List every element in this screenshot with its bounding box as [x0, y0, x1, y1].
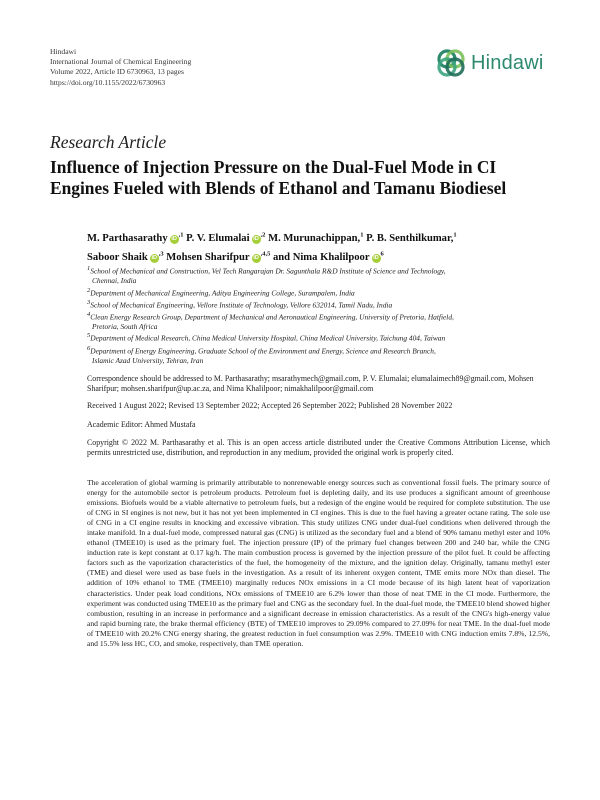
author[interactable]: P. B. Senthilkumar,$^1$: [366, 231, 457, 244]
paper-title: Influence of Injection Pressure on the Dual-Fuel Mode in CI Engines Fueled with Blends of Ethanol and Tamanu Biodiesel: [50, 157, 507, 198]
academic-editor: Academic Editor: Ahmed Mustafa: [87, 420, 196, 429]
affiliation: $^2$Department of Mechanical Engineering, Aditya Engineering College, Surampalem, India: [87, 286, 355, 298]
affiliation-list: [87, 264, 552, 365]
author[interactable]: and Nima Khalilpoor $iD^6$: [272, 250, 384, 264]
volume-info: Volume 2022, Article ID 6730963, 13 pages: [50, 67, 184, 77]
doi-link[interactable]: https://doi.org/10.1155/2022/6730963: [50, 77, 166, 87]
orcid-icon[interactable]: iD: [151, 255, 157, 262]
abstract: The acceleration of global warming is primarily attributable to nonrenewable energy sources such as conventional fossil fuels. The primary source of energy for the automobile sector is petroleum products. Petroleum fuel is depleting daily, and its use produces a significant amount of greenhouse emissions. Biofuels would be a viable alternative to petroleum fuels, but a redesign of the engine would be required for complete substitution. The use of CNG in SI engines is not new, but it has not yet been implemented in CI engines. This is due to the fuel having a greater octane rating. The sole use of CNG in a CI engine results in knocking and excessive vibration. This study utilizes CNG under dual-fuel conditions when delivered through the intake manifold. In a dual-fuel mode, compressed natural gas (CNG) is utilized as the secondary fuel and a blend of 90% tamanu methyl ester and 10% ethanol (TMEE10) is used as the primary fuel. The injection pressure (IP) of the primary fuel changes between 200 and 240 bar, while the CNG induction rate is kept constant at 0.17 kg/h. The main combustion process is governed by the injection pressure of the pilot fuel. It could be affecting factors such as the vaporization characteristics of the fuel, the homogeneity of the mixture, and the ignition delay. Originally, tamanu methyl ester (TME) and diesel were used as base fuels in the investigation. As a result of its inherent oxygen content, TME emits more NOx than diesel. The addition of 10% ethanol to TME (TMEE10) marginally reduces NOx emissions in a CI mode because of its high latent heat of vaporization characteristics. Under peak load conditions, NOx emissions of TMEE10 are 6.2% lower than those of neat TME in the CI mode. Furthermore, the experiment was conducted using TMEE10 as the primary fuel and CNG as the secondary fuel. In the dual-fuel mode, the TMEE10 blend showed higher combustion, resulting in an increase in performance and a significant decrease in emission characteristics. As a result of the CNG's high-energy value and rapid burning rate, the brake thermal efficiency (BTE) of TMEE10 improves to 29.09% compared to 27.09% for neat TME. In the dual-fuel mode of TMEE10 with 20.2% CNG energy sharing, the greatest reduction in fuel consumption was 2.9%. TMEE10 with CNG induction emits 7.8%, 12.5%, and 15.5% less HC, CO, and smoke, respectively, than TME operation.: [87, 478, 550, 648]
copyright-notice: Copyright © 2022 M. Parthasarathy et al. This is an open access article distributed under the Creative Commons Attribution License, which permits unrestricted use, distribution, and reproduction in any medium, provided the original work is properly cited.: [87, 438, 550, 458]
affiliation: $^5$Department of Medical Research, China Medical University Hospital, China Medical University, Taichung 404, Taiwan: [87, 332, 446, 343]
journal-name: International Journal of Chemical Engineering: [50, 57, 192, 67]
correspondence: Correspondence should be addressed to M. Parthasarathy; msarathymech@gmail.com, P. V. Elumalai; elumalaimech89@gmail.com, Mohsen Sharifpur; mohsen.sharifpur@up.ac.za, and Nima Khalilpoor; nimakhalilpoor@gmail.com: [87, 374, 534, 394]
affiliation: $^1$School of Mechanical and Construction, Vel Tech Rangarajan Dr. Sagunthala R&D Institute of Science and Technology, Chennai, India: [87, 265, 446, 286]
logo-text: Hindawi: [471, 51, 544, 74]
author[interactable]: P. V. Elumalai $iD^{,2}$: [186, 231, 266, 244]
hindawi-logo[interactable]: [436, 48, 544, 78]
publication-dates: Received 1 August 2022; Revised 13 September 2022; Accepted 26 September 2022; Published 28 November 2022: [87, 401, 453, 410]
article-type: Research Article: [50, 132, 167, 152]
publisher-name: Hindawi: [50, 47, 77, 56]
affiliation: $^3$School of Mechanical Engineering, Vellore Institute of Technology, Vellore 632014, Tamil Nadu, India: [87, 298, 393, 310]
orcid-icon[interactable]: iD: [171, 235, 177, 242]
orcid-icon[interactable]: iD: [253, 235, 259, 242]
author[interactable]: Mohsen Sharifpur $iD^{,4,5}$: [166, 250, 271, 264]
author[interactable]: M. Murunachippan,$^1$: [268, 231, 364, 244]
affiliation: $^4$Clean Energy Research Group, Department of Mechanical and Aeronautical Engineering, University of Pretoria, Hatfield, Pretoria, South Africa: [87, 310, 454, 331]
affiliation: $^6$Department of Energy Engineering, Graduate School of the Environment and Energy, Science and Research Branch, Islamic Azad University, Tehran, Iran: [87, 344, 436, 365]
journal-header: [50, 47, 191, 88]
author[interactable]: Saboor Shaik $iD^{,3}$: [87, 250, 164, 264]
orcid-icon[interactable]: iD: [373, 255, 379, 262]
author[interactable]: M. Parthasarathy $iD^{,1}$: [87, 231, 184, 244]
orcid-icon[interactable]: iD: [253, 255, 259, 262]
hindawi-logo-icon: [436, 48, 466, 78]
author-list: [87, 227, 557, 266]
